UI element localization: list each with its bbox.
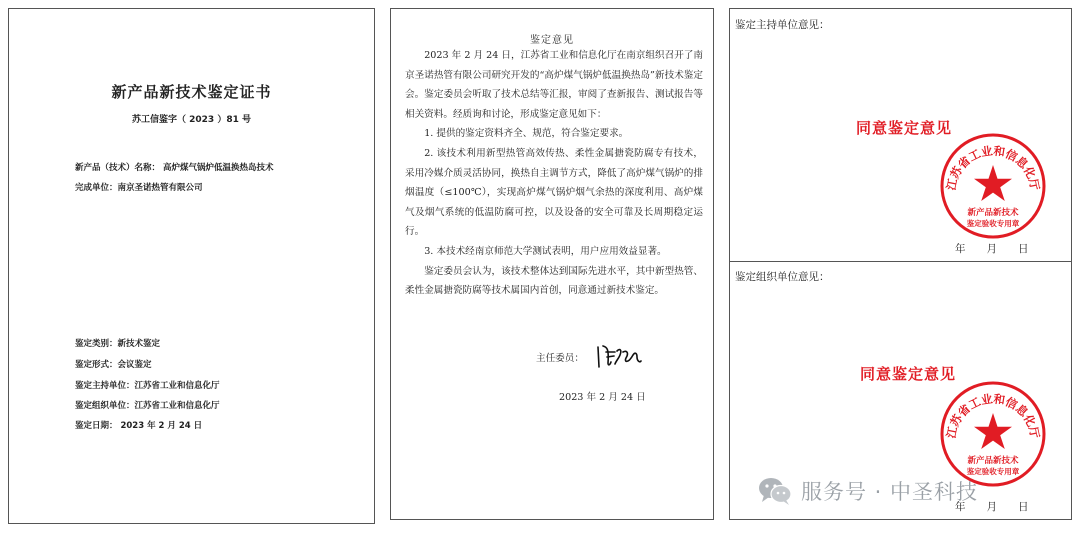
developer: 完成单位：南京圣诺热管有限公司	[75, 183, 203, 193]
appraisal-form: 鉴定形式：会议鉴定	[75, 360, 152, 370]
wechat-icon	[757, 476, 793, 506]
opinion-paragraph: 2. 该技术利用新型热管高效传热、柔性金属搪瓷防腐专有技术，采用冷媒介质灵活协同，换热自主调节方式，降低了高炉煤气锅炉的排烟温度（≤100℃），实现高炉煤气锅炉烟气余热的深度利用、高炉煤气及烟气系统的低温防腐可控，以及设备的安全可靠及长周期稳定运行。	[405, 147, 703, 238]
opinion-paragraph: 鉴定委员会认为，该技术整体达到国际先进水平，其中新型热管、柔性金属搪瓷防腐等技术属国内首创，同意通过新技术鉴定。	[405, 265, 703, 297]
opinion-paragraph: 3. 本技术经南京师范大学测试表明，用户应用效益显著。	[424, 245, 667, 257]
opinion-page	[390, 8, 714, 520]
svg-text:江苏省工业和信息化厅: 江苏省工业和信息化厅	[943, 143, 1043, 192]
opinion-date: 2023 年 2 月 24 日	[559, 392, 646, 403]
agree-stamp-text: 同意鉴定意见	[856, 119, 953, 137]
svg-text:鉴定验收专用章: 鉴定验收专用章	[966, 219, 1020, 228]
host-opinion-label: 鉴定主持单位意见：	[735, 19, 830, 31]
svg-text:鉴定验收专用章: 鉴定验收专用章	[966, 467, 1020, 476]
product-name: 新产品（技术）名称： 高炉煤气锅炉低温换热岛技术	[75, 163, 274, 173]
watermark-text: 服务号 · 中圣科技	[801, 480, 979, 504]
host-opinion-box	[730, 9, 1071, 262]
official-seal-icon	[938, 131, 1048, 241]
handwritten-signature	[595, 343, 643, 371]
signer-label: 主任委员：	[536, 353, 584, 364]
certificate-page	[8, 8, 375, 524]
appraisal-date: 鉴定日期： 2023 年 2 月 24 日	[75, 421, 203, 431]
organizer-opinion-label: 鉴定组织单位意见：	[735, 271, 830, 283]
watermark	[757, 476, 978, 506]
date-placeholder: 年 月 日	[955, 243, 1029, 255]
host-unit: 鉴定主持单位：江苏省工业和信息化厅	[75, 381, 220, 391]
appraisal-category: 鉴定类别：新技术鉴定	[75, 339, 161, 349]
date-placeholder: 年 月 日	[955, 501, 1029, 513]
svg-text:新产品新技术: 新产品新技术	[967, 208, 1019, 218]
certificate-number: 苏工信鉴字（ 2023 ）81 号	[132, 115, 251, 125]
opinion-body	[405, 46, 703, 301]
certificate-title: 新产品新技术鉴定证书	[111, 83, 272, 101]
opinion-paragraph: 1. 提供的鉴定资料齐全、规范，符合鉴定要求。	[424, 128, 629, 140]
agree-stamp-text: 同意鉴定意见	[860, 365, 957, 383]
approval-page	[729, 8, 1072, 520]
opinion-title: 鉴定意见	[530, 35, 574, 46]
opinion-paragraph: 2023 年 2 月 24 日，江苏省工业和信息化厅在南京组织召开了南京圣诺热管有限公司研究开发的“高炉煤气锅炉低温换热岛”新技术鉴定会。鉴定委员会听取了技术总结等汇报，审阅了查新报告、测试报告等相关资料。经质询和讨论，形成鉴定意见如下：	[405, 50, 703, 120]
official-seal-icon	[938, 379, 1048, 489]
svg-text:新产品新技术: 新产品新技术	[967, 456, 1019, 466]
svg-text:江苏省工业和信息化厅: 江苏省工业和信息化厅	[943, 391, 1043, 440]
organizer-unit: 鉴定组织单位：江苏省工业和信息化厅	[75, 401, 220, 411]
